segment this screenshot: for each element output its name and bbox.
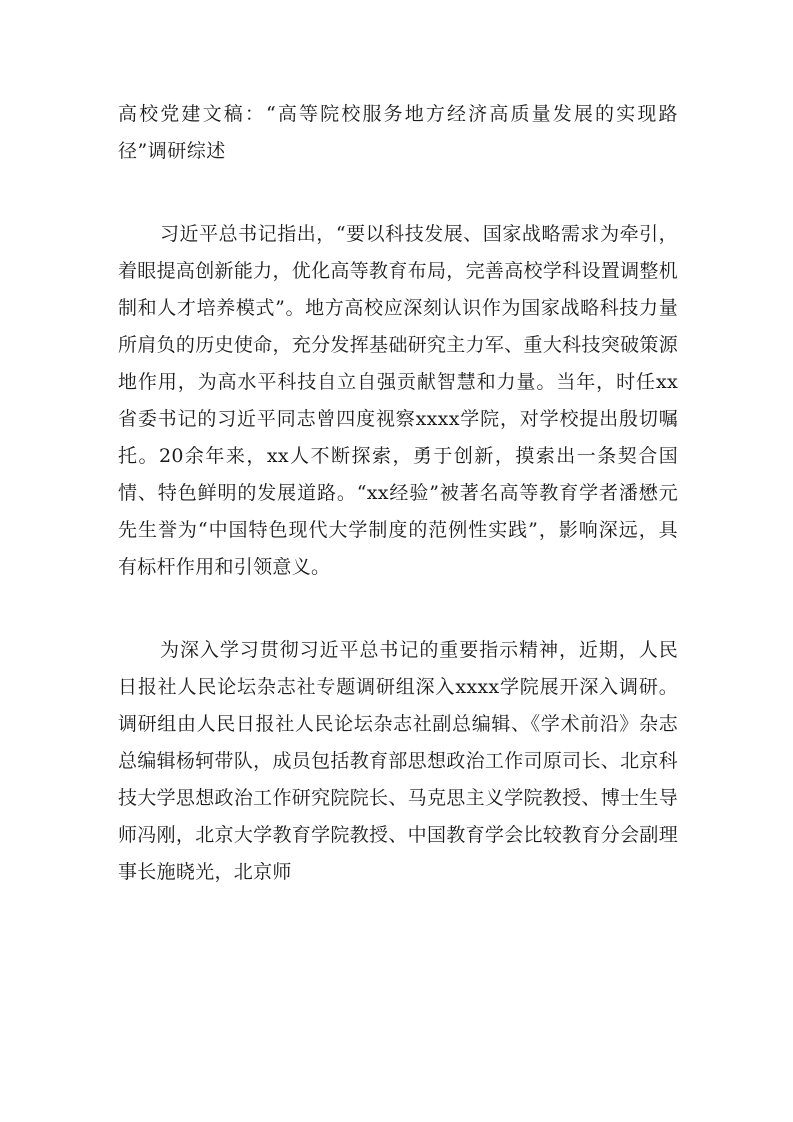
spacer (118, 170, 678, 216)
document-body (118, 96, 678, 891)
paragraph-1: 习近平总书记指出，“要以科技发展、国家战略需求为牵引，着眼提高创新能力，优化高等教育布局，完善高校学科设置调整机制和人才培养模式”。地方高校应深刻认识作为国家战略科技力量所肩负的历史使命，充分发挥基础研究主力军、重大科技突破策源地作用，为高水平科技自立自强贡献智慧和力量。当年，时任xx省委书记的习近平同志曾四度视察xxxx学院，对学校提出殷切嘱托。20余年来，xx人不断探索，勇于创新，摸索出一条契合国情、特色鲜明的发展道路。“xx经验”被著名高等教育学者潘懋元先生誉为“中国特色现代大学制度的范例性实践”，影响深远，具有标杆作用和引领意义。 (118, 223, 678, 578)
spacer (118, 586, 678, 632)
paragraph-2: 为深入学习贯彻习近平总书记的重要指示精神，近期，人民日报社人民论坛杂志社专题调研组深入xxxx学院展开深入调研。调研组由人民日报社人民论坛杂志社副总编辑、《学术前沿》杂志总编辑杨轲带队，成员包括教育部思想政治工作司原司长、北京科技大学思想政治工作研究院院长、马克思主义学院教授、博士生导师冯刚，北京大学教育学院教授、中国教育学会比较教育分会副理事长施晓光，北京师 (118, 639, 678, 883)
document-title: 高校党建文稿：“高等院校服务地方经济高质量发展的实现路径”调研综述 (118, 103, 678, 162)
